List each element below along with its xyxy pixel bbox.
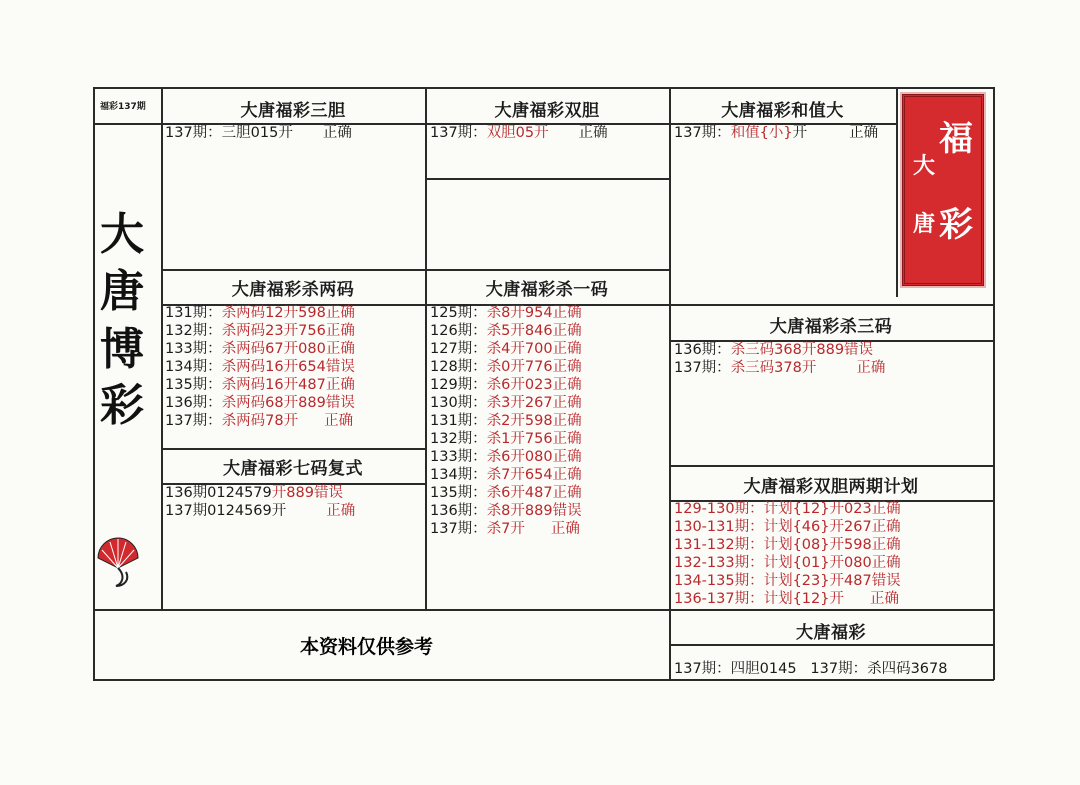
shuangdan-rows bbox=[430, 124, 608, 142]
row-result: 错误 bbox=[313, 485, 343, 501]
sha-sanma-rows bbox=[674, 341, 885, 377]
brand-title-char-2: 唐 bbox=[100, 266, 144, 317]
row-main: 和值{小} bbox=[730, 125, 793, 141]
row-result: 正确 bbox=[552, 395, 582, 411]
divider-c1-d bbox=[161, 448, 425, 450]
row-result: 正确 bbox=[552, 359, 582, 375]
row-result: 正确 bbox=[871, 537, 901, 553]
row-main: 杀6开487 bbox=[486, 485, 553, 501]
row-result: 正确 bbox=[552, 305, 582, 321]
row-prefix: 137期0124569开 bbox=[165, 503, 287, 519]
row-open: 开 bbox=[792, 125, 808, 141]
table-row bbox=[674, 554, 901, 572]
row-result: 正确 bbox=[325, 341, 355, 357]
divider-c2-b bbox=[425, 178, 669, 180]
table-row bbox=[165, 376, 355, 394]
table-row bbox=[430, 376, 582, 394]
table-row bbox=[674, 359, 885, 377]
stamp-char-1: 福 bbox=[939, 119, 973, 159]
row-main: 开 bbox=[829, 591, 844, 607]
datang-fucai-stamp bbox=[902, 94, 984, 286]
row-prefix: 128期： bbox=[430, 359, 487, 375]
row-main: 开487 bbox=[829, 573, 872, 589]
row-prefix: 137期： bbox=[165, 413, 222, 429]
row-main: 杀3开267 bbox=[486, 395, 553, 411]
table-row bbox=[430, 322, 582, 340]
row-result: 正确 bbox=[870, 591, 899, 607]
row-prefix: 130期： bbox=[430, 395, 487, 411]
sandan-title: 大唐福彩三胆 bbox=[240, 101, 346, 121]
row-result: 正确 bbox=[325, 305, 355, 321]
row-prefix: 131期： bbox=[165, 305, 222, 321]
row-prefix: 135期： bbox=[165, 377, 222, 393]
row-main: 杀两码16开487 bbox=[221, 377, 326, 393]
row-result: 正确 bbox=[552, 377, 582, 393]
row-prefix: 133期： bbox=[430, 449, 487, 465]
table-row bbox=[430, 484, 582, 502]
table-row bbox=[674, 124, 878, 142]
divider-c3-b bbox=[669, 304, 993, 306]
row-prefix: 129期： bbox=[430, 377, 487, 393]
row-prefix: 136-137期：计划{12} bbox=[674, 591, 830, 607]
row-prefix: 137期： bbox=[674, 360, 731, 376]
row-main: 杀三码368开889 bbox=[730, 342, 845, 358]
table-row bbox=[674, 590, 901, 608]
row-prefix: 134期： bbox=[165, 359, 222, 375]
row-prefix: 126期： bbox=[430, 323, 487, 339]
sandan-rows bbox=[165, 124, 352, 142]
row-prefix: 134-135期：计划{23} bbox=[674, 573, 830, 589]
row-result: 正确 bbox=[552, 431, 582, 447]
fucai-title: 大唐福彩 bbox=[796, 623, 866, 643]
row-main: 杀三码378开 bbox=[730, 360, 817, 376]
row-prefix: 132期： bbox=[165, 323, 222, 339]
stamp-char-2: 大 bbox=[913, 153, 936, 179]
row-result: 正确 bbox=[578, 125, 608, 141]
row-main: 杀6开023 bbox=[486, 377, 553, 393]
row-main: 开889 bbox=[271, 485, 314, 501]
table-row bbox=[430, 466, 582, 484]
row-main: 杀7开 bbox=[486, 521, 525, 537]
row-prefix: 127期： bbox=[430, 341, 487, 357]
border-bottom bbox=[93, 679, 994, 681]
row-main: 开598 bbox=[829, 537, 872, 553]
fan-logo-icon bbox=[96, 528, 140, 592]
sha-liangma-rows bbox=[165, 304, 355, 430]
row-result: 正确 bbox=[324, 413, 354, 429]
row-prefix: 136期： bbox=[674, 342, 731, 358]
row-main: 杀5开846 bbox=[486, 323, 553, 339]
row-prefix: 135期： bbox=[430, 485, 487, 501]
table-row bbox=[430, 412, 582, 430]
table-row bbox=[430, 430, 582, 448]
table-row bbox=[674, 341, 885, 359]
row-prefix: 137期： bbox=[430, 125, 487, 141]
brand-title-char-4: 彩 bbox=[100, 380, 144, 431]
row-main: 双胆05开 bbox=[486, 125, 549, 141]
row-result: 正确 bbox=[871, 555, 901, 571]
border-left bbox=[93, 87, 95, 680]
divider-tag bbox=[93, 123, 161, 125]
row-result: 正确 bbox=[871, 501, 901, 517]
table-row bbox=[674, 500, 901, 518]
row-prefix: 129-130期：计划{12} bbox=[674, 501, 830, 517]
liangqi-title: 大唐福彩双胆两期计划 bbox=[743, 477, 919, 497]
border-right bbox=[993, 87, 995, 680]
row-prefix: 130-131期：计划{46} bbox=[674, 519, 830, 535]
table-row bbox=[430, 502, 582, 520]
divider-brand bbox=[161, 87, 163, 609]
row-prefix: 136期： bbox=[430, 503, 487, 519]
row-main: 杀0开776 bbox=[486, 359, 553, 375]
footer-note: 本资料仅供参考 bbox=[300, 636, 434, 658]
row-main: 杀两码68开889 bbox=[221, 395, 326, 411]
hezhi-title: 大唐福彩和值大 bbox=[721, 101, 844, 121]
divider-c3-f bbox=[669, 644, 993, 646]
hezhi-rows bbox=[674, 124, 878, 142]
row-prefix: 132期： bbox=[430, 431, 487, 447]
divider-footer bbox=[93, 609, 993, 611]
row-main: 开267 bbox=[829, 519, 872, 535]
brand-title-char-3: 博 bbox=[100, 324, 144, 375]
row-prefix: 136期0124579 bbox=[165, 485, 272, 501]
table-row bbox=[430, 448, 582, 466]
table-row bbox=[165, 304, 355, 322]
row-result: 正确 bbox=[871, 519, 901, 535]
row-result: 正确 bbox=[552, 467, 582, 483]
table-row bbox=[430, 358, 582, 376]
row-result: 错误 bbox=[552, 503, 582, 519]
liangqi-rows bbox=[674, 500, 901, 608]
row-prefix: 125期： bbox=[430, 305, 487, 321]
row-result: 正确 bbox=[552, 449, 582, 465]
row-main: 杀8开954 bbox=[486, 305, 553, 321]
row-result: 正确 bbox=[552, 341, 582, 357]
table-row bbox=[165, 412, 355, 430]
row-prefix: 133期： bbox=[165, 341, 222, 357]
row-main: 杀6开080 bbox=[486, 449, 553, 465]
row-result: 正确 bbox=[325, 323, 355, 339]
row-main: 开080 bbox=[829, 555, 872, 571]
stamp-char-4: 唐 bbox=[913, 211, 936, 237]
row-prefix: 131期： bbox=[430, 413, 487, 429]
table-row bbox=[674, 536, 901, 554]
table-row bbox=[430, 520, 582, 538]
row-result: 错误 bbox=[871, 573, 901, 589]
row-prefix: 134期： bbox=[430, 467, 487, 483]
divider-col2 bbox=[669, 87, 671, 680]
sha-sanma-title: 大唐福彩杀三码 bbox=[769, 317, 893, 337]
stamp-char-3: 彩 bbox=[939, 205, 973, 245]
issue-tag: 福彩137期 bbox=[100, 102, 146, 112]
row-result: 正确 bbox=[552, 323, 582, 339]
row-result: 正确 bbox=[552, 485, 582, 501]
border-top bbox=[93, 87, 994, 89]
row-prefix: 137期：三胆015开 bbox=[165, 125, 293, 141]
row-main: 杀两码23开756 bbox=[221, 323, 326, 339]
row-result: 错误 bbox=[325, 395, 355, 411]
row-result: 正确 bbox=[322, 125, 352, 141]
row-result: 正确 bbox=[856, 360, 886, 376]
row-main: 开023 bbox=[829, 501, 872, 517]
divider-c2-c bbox=[425, 269, 669, 271]
table-row bbox=[165, 394, 355, 412]
divider-c3-d bbox=[669, 465, 993, 467]
table-row bbox=[430, 304, 582, 322]
brand-title-char-1: 大 bbox=[100, 209, 144, 260]
row-result: 正确 bbox=[326, 503, 356, 519]
fucai-line: 137期：四胆0145 137期：杀四码3678 bbox=[674, 661, 948, 677]
table-row bbox=[430, 124, 608, 142]
fucai-rows bbox=[674, 660, 947, 678]
sha-yima-rows bbox=[430, 304, 582, 538]
row-main: 杀4开700 bbox=[486, 341, 553, 357]
row-prefix: 136期： bbox=[165, 395, 222, 411]
row-result: 错误 bbox=[844, 342, 874, 358]
sha-liangma-title: 大唐福彩杀两码 bbox=[231, 280, 355, 300]
row-main: 杀7开654 bbox=[486, 467, 553, 483]
row-main: 杀8开889 bbox=[486, 503, 553, 519]
qima-rows bbox=[165, 484, 355, 520]
table-row bbox=[674, 518, 901, 536]
row-main: 杀两码16开654 bbox=[221, 359, 326, 375]
divider-c1-b bbox=[161, 269, 425, 271]
row-main: 杀两码12开598 bbox=[221, 305, 326, 321]
table-row bbox=[165, 340, 355, 358]
table-row bbox=[165, 358, 355, 376]
row-main: 杀两码67开080 bbox=[221, 341, 326, 357]
row-prefix: 137期： bbox=[674, 125, 731, 141]
row-prefix: 131-132期：计划{08} bbox=[674, 537, 830, 553]
row-result: 正确 bbox=[849, 125, 879, 141]
row-main: 杀两码78开 bbox=[221, 413, 299, 429]
qima-title: 大唐福彩七码复式 bbox=[223, 459, 363, 479]
shuangdan-title: 大唐福彩双胆 bbox=[494, 101, 600, 121]
row-main: 杀1开756 bbox=[486, 431, 553, 447]
table-row bbox=[674, 572, 901, 590]
table-row bbox=[165, 502, 355, 520]
divider-col1 bbox=[425, 87, 427, 609]
table-row bbox=[165, 124, 352, 142]
row-result: 错误 bbox=[325, 359, 355, 375]
table-row bbox=[430, 394, 582, 412]
divider-stamp bbox=[896, 87, 898, 297]
row-result: 正确 bbox=[550, 521, 580, 537]
sha-yima-title: 大唐福彩杀一码 bbox=[485, 280, 609, 300]
row-result: 正确 bbox=[325, 377, 355, 393]
table-row bbox=[430, 340, 582, 358]
row-prefix: 137期： bbox=[430, 521, 487, 537]
table-row bbox=[165, 322, 355, 340]
row-result: 正确 bbox=[552, 413, 582, 429]
table-row bbox=[165, 484, 355, 502]
row-prefix: 132-133期：计划{01} bbox=[674, 555, 830, 571]
row-main: 杀2开598 bbox=[486, 413, 553, 429]
